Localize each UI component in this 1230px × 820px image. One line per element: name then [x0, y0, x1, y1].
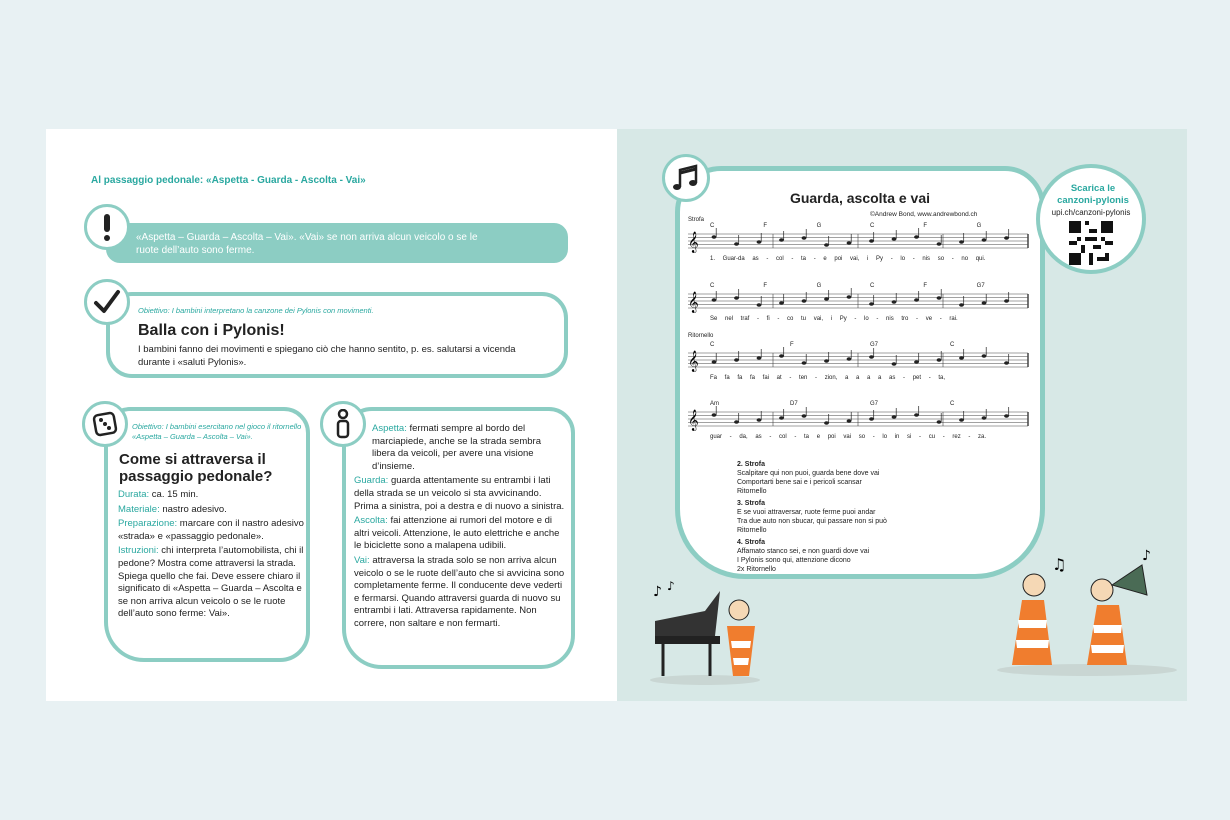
music-note-icon: [662, 154, 710, 202]
istruzioni-label: Istruzioni:: [118, 545, 159, 557]
music-staves: [684, 220, 1044, 450]
verse-line: Ritornello: [737, 488, 767, 495]
guarda-label: Guarda:: [354, 475, 389, 487]
chord-label: C: [710, 283, 715, 289]
left-page: [46, 129, 617, 701]
verse-line: Comportarti bene sai e i pericoli scansar: [737, 479, 862, 486]
chord-label: G7: [976, 283, 985, 289]
vai-label: Vai:: [354, 554, 370, 566]
verse-line: Scalpitare qui non puoi, guarda bene dove vai: [737, 470, 880, 477]
note-head: [959, 303, 964, 307]
note-head: [982, 238, 987, 242]
istruzioni-value: chi interpreta l’automobilista, chi il pedone? Mostra come attraversi la strada. Spiega quello che fai. Deve essere chiaro il significato di «Aspetta – Guarda – Ascolta e se non arriva alcun veicolo o se le ruote dell’auto sono ferme: Vai».: [118, 545, 304, 620]
game-details: [118, 489, 308, 621]
chord-label: C: [710, 223, 715, 229]
note-head: [914, 360, 919, 364]
chord-label: F: [763, 223, 767, 229]
note-head: [869, 417, 874, 421]
note-head: [712, 298, 717, 302]
verse-line: 2x Ritornello: [737, 566, 776, 573]
note-head: [847, 295, 852, 299]
verse-line: I Pylonis sono qui, attenzione dicono: [737, 557, 851, 564]
note-head: [734, 358, 739, 362]
aspetta-label: Aspetta:: [372, 423, 407, 434]
piano-pylon-illustration: [645, 576, 765, 686]
chord-label: C: [950, 401, 955, 407]
note-head: [734, 296, 739, 300]
note-head: [757, 303, 762, 307]
svg-text:♪: ♪: [667, 579, 675, 593]
note-head: [1004, 361, 1009, 365]
chord-label: G: [816, 223, 822, 229]
chord-label: C: [870, 283, 875, 289]
dance-title: Balla con i Pylonis!: [138, 322, 285, 339]
note-head: [802, 361, 807, 365]
note-head: [914, 413, 919, 417]
chord-label: G: [816, 283, 822, 289]
note-head: [734, 242, 739, 246]
verse-line: Ritornello: [737, 527, 767, 534]
svg-text:♫: ♫: [1052, 555, 1067, 574]
rules-text: [354, 423, 566, 631]
verse-4: 4. Strofa: [737, 539, 766, 546]
lyric-line: guar - da, as - col - ta e poi vai so - lo in si - cu - rez - za.: [710, 434, 987, 440]
download-badge[interactable]: [1036, 164, 1146, 274]
chord-label: D7: [790, 401, 798, 407]
song-title: Guarda, ascolta e vai: [789, 190, 931, 206]
note-head: [1004, 299, 1009, 303]
singing-pylons-illustration: [992, 540, 1182, 680]
note-head: [937, 296, 942, 300]
note-head: [869, 239, 874, 243]
svg-text:♪: ♪: [653, 584, 662, 600]
chord-label: C: [870, 223, 875, 229]
note-head: [712, 360, 717, 364]
note-head: [824, 359, 829, 363]
preparazione-value: marcare con il nastro adesivo «strada» e «passaggio pedonale».: [118, 518, 304, 542]
treble-clef-icon: 𝄞: [688, 410, 699, 431]
note-head: [757, 418, 762, 422]
note-head: [914, 235, 919, 239]
note-head: [802, 236, 807, 240]
treble-clef-icon: 𝄞: [688, 292, 699, 313]
note-head: [892, 237, 897, 241]
note-head: [802, 299, 807, 303]
note-head: [757, 356, 762, 360]
materiale-value: nastro adesivo.: [162, 503, 227, 515]
chord-label: G7: [870, 342, 879, 348]
ritornello-label: Ritornello: [688, 333, 714, 339]
game-title: Come si attraversa il passaggio pedonale?: [119, 451, 273, 485]
verse-line: E se vuoi attraversar, ruote ferme puoi andar: [737, 509, 876, 516]
note-head: [982, 354, 987, 358]
chord-label: C: [950, 342, 955, 348]
chord-label: Am: [710, 401, 719, 407]
dance-objective: Obiettivo: I bambini interpretano la canzone dei Pylonis con movimenti.: [138, 306, 374, 315]
note-head: [1004, 236, 1009, 240]
chord-label: F: [763, 283, 767, 289]
note-head: [779, 301, 784, 305]
note-head: [712, 413, 717, 417]
note-head: [712, 235, 717, 239]
verse-3: 3. Strofa: [737, 500, 766, 507]
note-head: [892, 415, 897, 419]
song-credit: ©Andrew Bond, www.andrewbond.ch: [870, 211, 978, 218]
note-head: [892, 362, 897, 366]
song-verses: [737, 460, 887, 574]
download-url[interactable]: upi.ch/canzoni-pylonis: [1051, 208, 1131, 217]
note-head: [757, 240, 762, 244]
note-head: [802, 414, 807, 418]
note-head: [937, 420, 942, 424]
note-head: [892, 300, 897, 304]
note-head: [869, 355, 874, 359]
note-head: [779, 354, 784, 358]
note-head: [824, 421, 829, 425]
checkmark-icon: [84, 279, 130, 325]
treble-clef-icon: 𝄞: [688, 351, 699, 372]
preparazione-label: Preparazione:: [118, 518, 178, 530]
note-head: [959, 356, 964, 360]
note-head: [824, 243, 829, 247]
lyric-line: Se nel traf - fi - co tu vai, i Py - lo - nis tro - ve - rai.: [710, 316, 958, 322]
page-header: Al passaggio pedonale: «Aspetta - Guarda - Ascolta - Vai»: [91, 175, 366, 186]
download-title: Scarica le canzoni-pylonis: [1057, 183, 1129, 206]
dice-icon: [82, 401, 128, 447]
note-head: [779, 238, 784, 242]
note-head: [869, 302, 874, 306]
note-head: [847, 241, 852, 245]
verse-line: Affamato stanco sei, e non guardi dove vai: [737, 548, 870, 555]
dance-text: I bambini fanno dei movimenti e spiegano ciò che hanno sentito, p. es. salutarsi a vicenda durante i «saluti Pylonis».: [138, 344, 516, 368]
note-head: [824, 297, 829, 301]
game-objective: Obiettivo: I bambini esercitano nel gioco il ritornello «Aspetta – Guarda – Ascolta – Vai».: [132, 422, 302, 441]
ascolta-text: fai attenzione ai rumori del motore e di altri veicoli. Attenzione, le auto elettriche e anche le biciclette sono a malapena udibili.: [354, 515, 560, 552]
note-head: [847, 357, 852, 361]
note-head: [982, 301, 987, 305]
exclamation-icon: [84, 204, 130, 250]
note-head: [937, 358, 942, 362]
note-head: [1004, 414, 1009, 418]
chord-label: F: [790, 342, 794, 348]
guarda-text: guarda attentamente su entrambi i lati della strada se un veicolo si sta avvicinando. Prima a sinistra, poi a destra e di nuovo a sinistra.: [354, 475, 565, 512]
banner-text: «Aspetta – Guarda – Ascolta – Vai». «Vai» se non arriva alcun veicolo o se le ruote dell’auto sono ferme.: [136, 232, 478, 256]
ascolta-label: Ascolta:: [354, 515, 388, 527]
lyric-line: 1. Guar-da as - col - ta - e poi vai, i Py - lo - nis so - no qui.: [710, 256, 986, 262]
note-head: [779, 416, 784, 420]
durata-label: Durata:: [118, 489, 150, 500]
treble-clef-icon: 𝄞: [688, 232, 699, 253]
chord-label: G: [976, 223, 982, 229]
strofa-label: Strofa: [688, 217, 705, 223]
durata-value: ca. 15 min.: [151, 489, 199, 500]
lyric-line: Fa fa fa fa fai at - ten - zion, a a a a as - pet - ta,: [710, 375, 946, 381]
note-head: [959, 418, 964, 422]
chord-label: C: [710, 342, 715, 348]
aspetta-text: fermati sempre al bordo del marciapiede, anche se la strada sembra libera da veicoli, per avere una visione d’insieme.: [372, 423, 541, 472]
note-head: [914, 298, 919, 302]
qr-code-icon[interactable]: [1069, 221, 1113, 265]
chord-label: F: [923, 223, 927, 229]
chord-label: F: [923, 283, 927, 289]
note-head: [959, 240, 964, 244]
note-head: [982, 416, 987, 420]
note-head: [847, 419, 852, 423]
note-head: [734, 420, 739, 424]
materiale-label: Materiale:: [118, 503, 160, 515]
vai-text: attraversa la strada solo se non arriva alcun veicolo o se le ruote dell’auto che si avvicina sono completamente ferme. Il conducente deve vederti e fermarsi. Quando attraversi guarda di nuovo su entrambi i lati. Attraversa rapidamente. Non correre, non saltare e non fermarti.: [354, 554, 565, 629]
note-head: [937, 242, 942, 246]
chord-label: G7: [870, 401, 879, 407]
verse-line: Tra due auto non sbucar, qui passare non si può: [737, 518, 887, 525]
svg-text:♪: ♪: [1142, 548, 1151, 564]
verse-2: 2. Strofa: [737, 461, 766, 468]
